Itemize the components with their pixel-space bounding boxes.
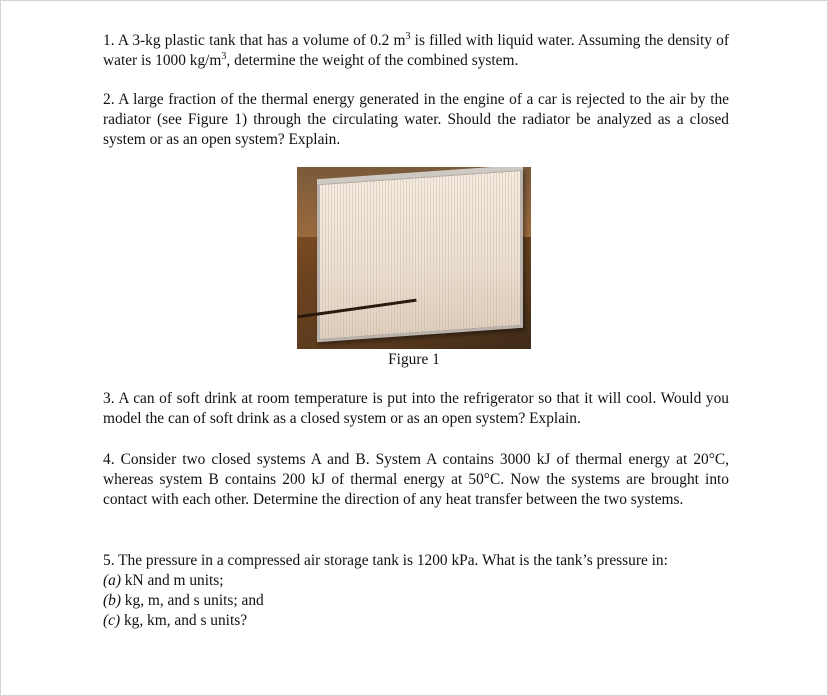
problem-3-text: 3. A can of soft drink at room temperature is put into the refrigerator so that it will cool. Would you model the can of soft drink as a closed system or as an open system? Explain. [103,390,729,427]
problem-5 [103,551,729,631]
problem-5-stem: 5. The pressure in a compressed air storage tank is 1200 kPa. What is the tank’s pressure in: [103,552,668,569]
problem-4-text: 4. Consider two closed systems A and B. System A contains 3000 kJ of thermal energy at 20°C, whereas system B contains 200 kJ of thermal energy at 50°C. Now the systems are brought into contact with each other. Determine the direction of any heat transfer between the two systems. [103,451,729,508]
problem-1-part: 1. A 3-kg plastic tank that has a volume of 0.2 m [103,32,406,49]
item-text: kN and m units; [120,572,224,589]
problem-2 [103,90,729,150]
figure-caption: Figure 1 [388,351,440,368]
radiator-photo [297,167,531,349]
problem-3 [103,389,729,429]
item-text: kg, m, and s units; and [120,592,264,609]
problem-1-part: , determine the weight of the combined system. [226,52,519,69]
superscript: 3 [405,30,411,42]
item-label: (c) [103,612,121,629]
superscript: 3 [221,50,227,62]
item-label: (b) [103,592,121,609]
problem-4 [103,450,729,510]
problem-5-item-b [103,591,729,611]
problem-2-text: 2. A large fraction of the thermal energy generated in the engine of a car is rejected to the air by the radiator (see Figure 1) through the circulating water. Should the radiator be analyzed as a closed system or as an open system? Explain. [103,91,729,148]
problem-1 [103,31,729,71]
problem-1-text [103,31,729,71]
problem-5-item-a [103,571,729,591]
item-text: kg, km, and s units? [120,612,248,629]
item-label: (a) [103,572,121,589]
problem-5-item-c [103,611,729,631]
problem-1-part: is filled with liquid water. Assuming the density of water is 1000 kg/m [103,32,729,69]
radiator-image [317,168,523,342]
